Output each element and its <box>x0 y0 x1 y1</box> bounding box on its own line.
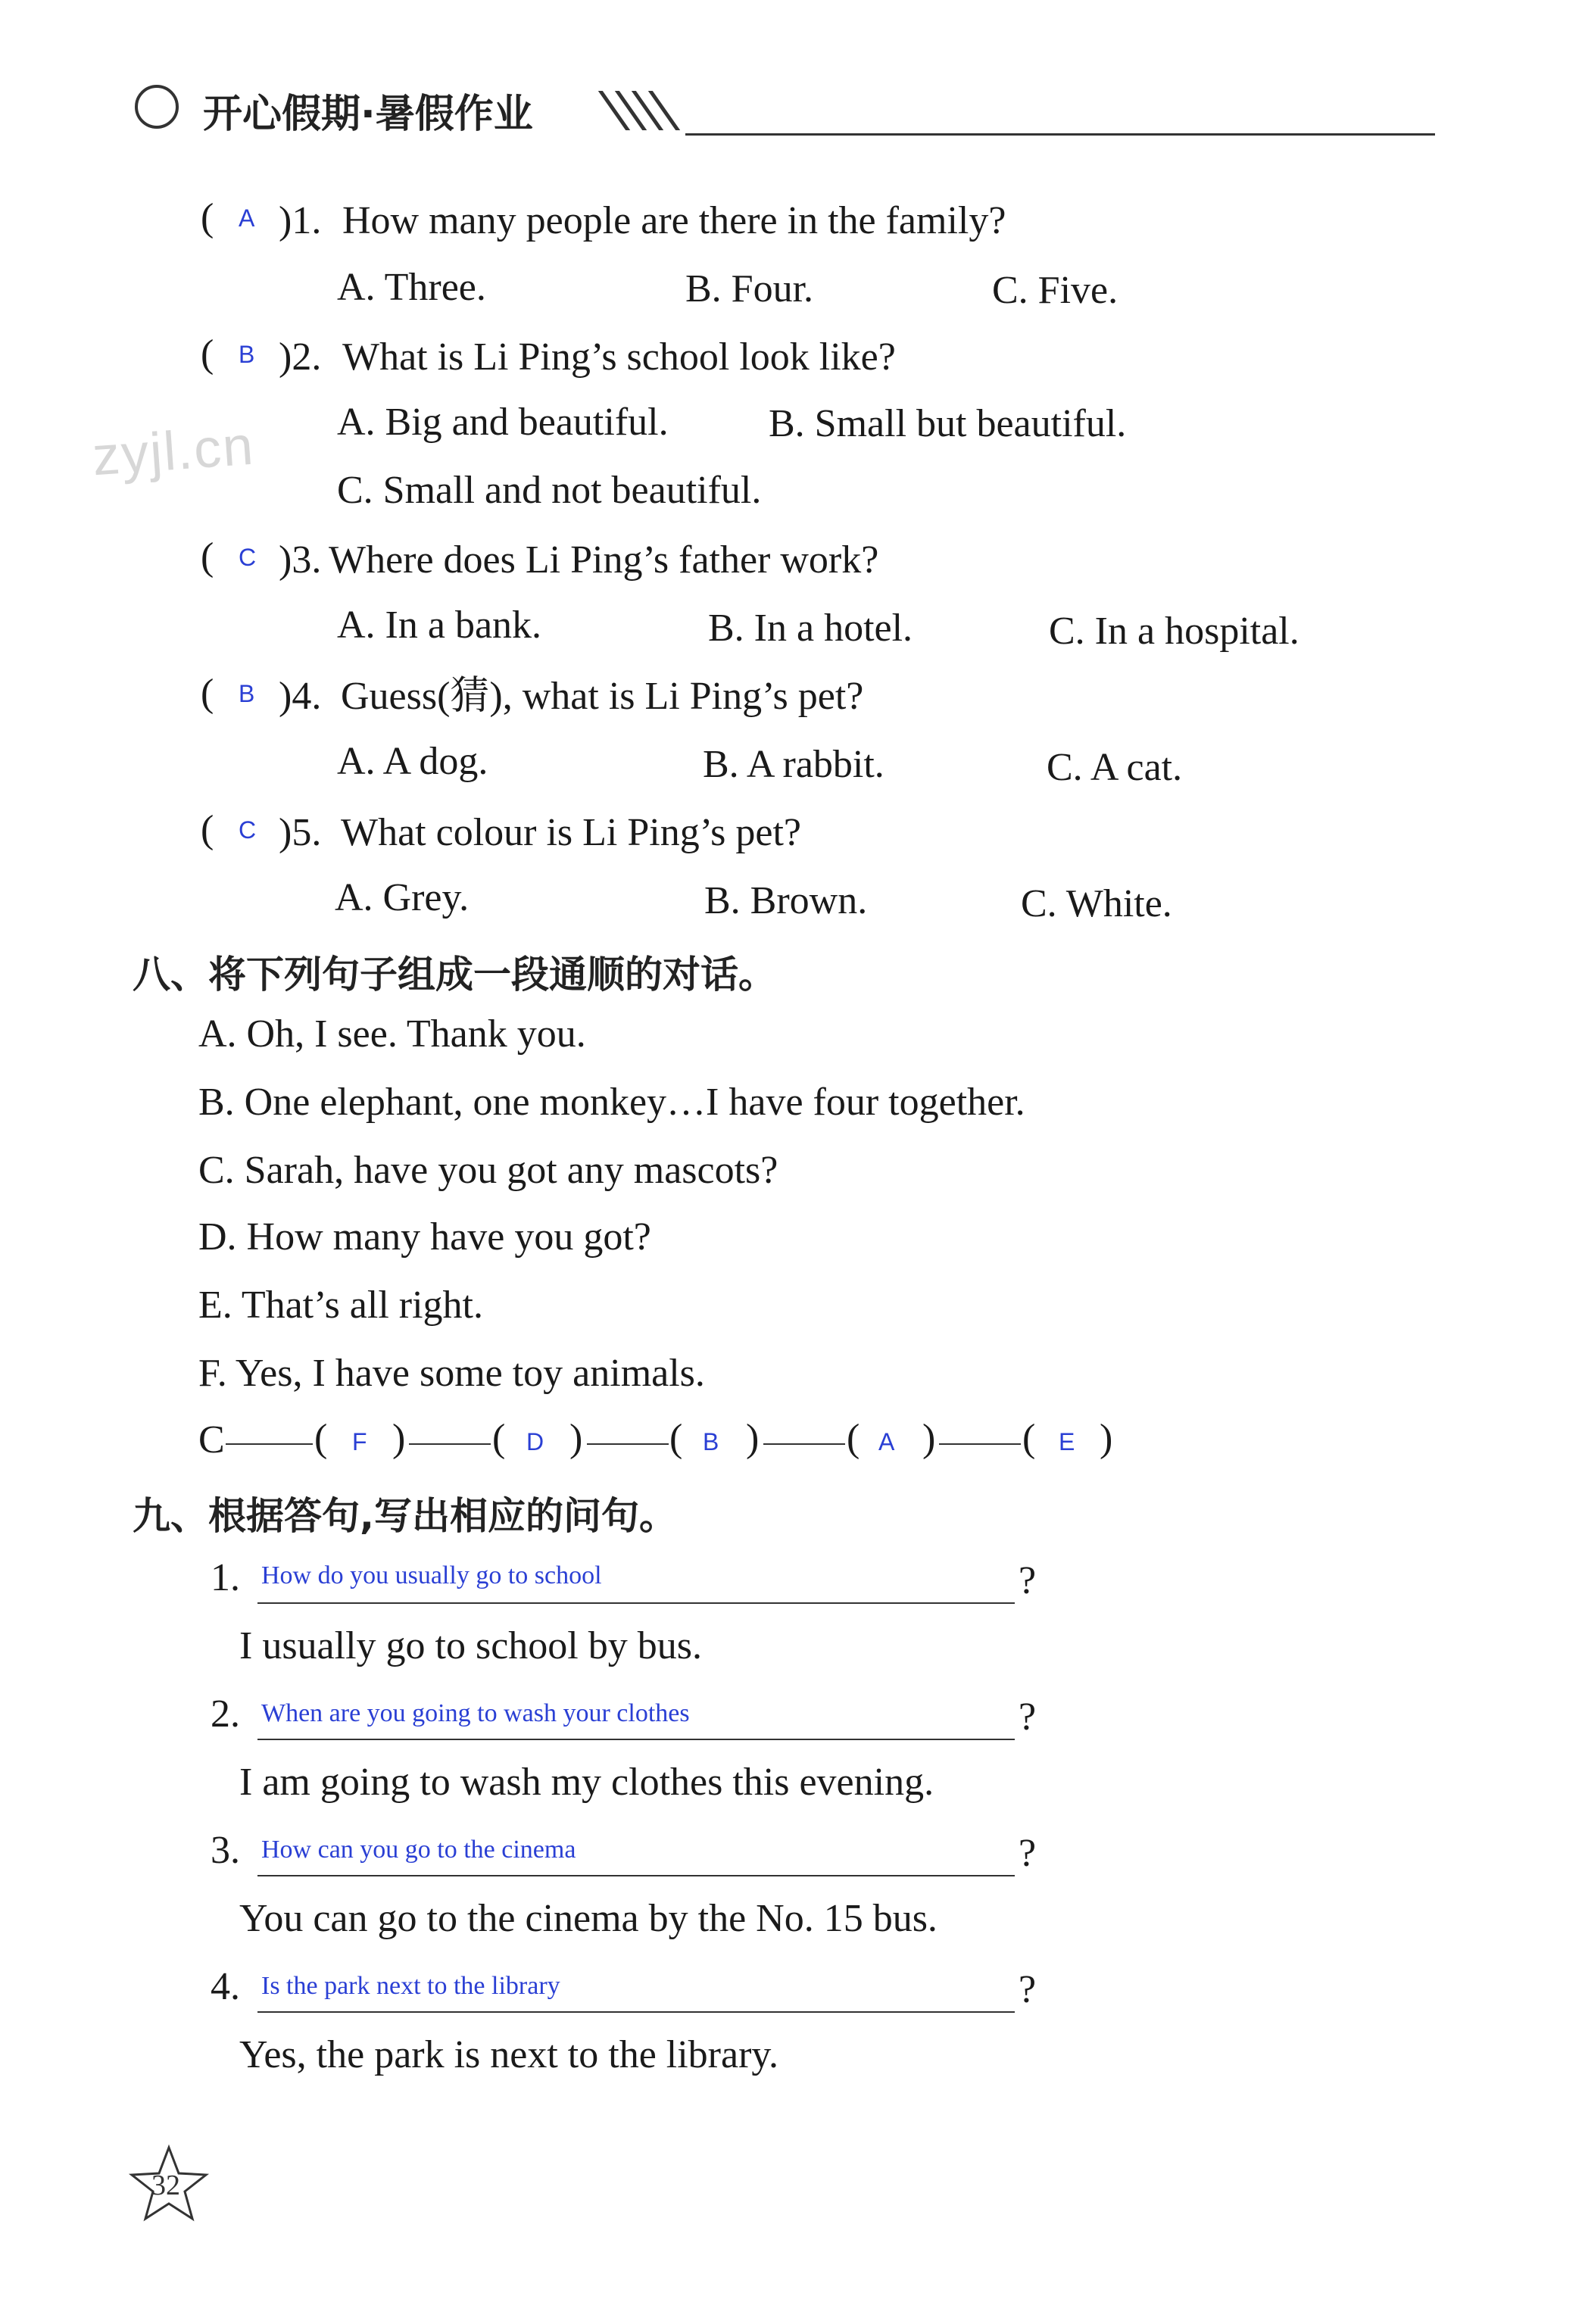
dialogue-sentence: E. That’s all right. <box>198 1284 483 1327</box>
question-text: Guess(猜), what is Li Ping’s pet? <box>341 675 864 718</box>
order-dash <box>939 1443 1021 1445</box>
order-answer: D <box>526 1428 544 1455</box>
option-b: B. In a hotel. <box>708 607 913 650</box>
dialogue-sentence: F. Yes, I have some toy animals. <box>198 1352 705 1395</box>
answer-paren-open: ( <box>201 672 214 715</box>
answer-paren-close: ) <box>746 1417 760 1460</box>
question-text: What is Li Ping’s school look like? <box>342 335 896 379</box>
answer-mark: B <box>239 341 255 368</box>
reply-sentence: Yes, the park is next to the library. <box>239 2033 779 2076</box>
question-number: )1. <box>279 199 322 242</box>
item-number: 2. <box>211 1692 240 1736</box>
answer-paren-close: ) <box>922 1417 936 1460</box>
option-c: C. White. <box>1021 882 1172 925</box>
dialogue-sentence: A. Oh, I see. Thank you. <box>198 1012 586 1056</box>
option-b: B. Small but beautiful. <box>769 402 1127 445</box>
reply-sentence: I usually go to school by bus. <box>239 1624 702 1667</box>
option-a: A. Grey. <box>335 876 470 919</box>
dialogue-sentence: D. How many have you got? <box>198 1215 651 1259</box>
option-b: B. Brown. <box>704 879 868 922</box>
answer-paren-open: ( <box>201 196 214 239</box>
order-answer: A <box>878 1428 895 1455</box>
dialogue-sentence: B. One elephant, one monkey…I have four together. <box>198 1081 1025 1124</box>
option-b: B. Four. <box>685 267 814 310</box>
order-answer: F <box>352 1428 367 1455</box>
item-number: 4. <box>211 1965 240 2008</box>
question-mark: ? <box>1019 1968 1037 2011</box>
question-number: )2. <box>279 335 322 379</box>
written-question: Is the park next to the library <box>261 1972 560 2000</box>
answer-line <box>257 1602 1015 1604</box>
order-answer: E <box>1059 1428 1075 1455</box>
header-title: 开心假期·暑假作业 <box>203 92 533 137</box>
answer-mark: A <box>239 204 255 232</box>
answer-line <box>257 1739 1015 1740</box>
answer-mark: C <box>239 816 257 844</box>
header-slash-icon <box>632 91 663 130</box>
option-c: C. Small and not beautiful. <box>337 469 762 512</box>
watermark: zyjl.cn <box>90 415 257 488</box>
written-question: When are you going to wash your clothes <box>261 1699 690 1727</box>
option-a: A. Three. <box>337 266 486 309</box>
question-mark: ? <box>1019 1695 1037 1739</box>
answer-paren-open: ( <box>201 808 214 851</box>
dialogue-sentence: C. Sarah, have you got any mascots? <box>198 1149 778 1192</box>
item-number: 1. <box>211 1556 240 1599</box>
question-number: )3. <box>279 538 322 582</box>
order-dash <box>763 1443 845 1445</box>
option-a: A. In a bank. <box>337 604 542 647</box>
reply-sentence: I am going to wash my clothes this evening. <box>239 1761 934 1804</box>
answer-mark: C <box>239 544 257 571</box>
question-text: Where does Li Ping’s father work? <box>329 538 879 582</box>
answer-mark: B <box>239 680 255 707</box>
order-dash <box>587 1443 669 1445</box>
question-mark: ? <box>1019 1559 1037 1602</box>
answer-paren-open: ( <box>847 1417 860 1460</box>
page-number: 32 <box>151 2170 180 2201</box>
option-c: C. Five. <box>992 269 1118 312</box>
answer-paren-open: ( <box>669 1417 683 1460</box>
order-dash <box>226 1443 313 1445</box>
answer-paren-open: ( <box>492 1417 506 1460</box>
order-answer: B <box>703 1428 719 1455</box>
answer-paren-open: ( <box>1022 1417 1036 1460</box>
answer-paren-open: ( <box>201 332 214 376</box>
reply-sentence: You can go to the cinema by the No. 15 bus. <box>239 1897 938 1940</box>
header-slash-icon <box>615 91 647 130</box>
answer-line <box>257 1875 1015 1876</box>
written-question: How do you usually go to school <box>261 1561 602 1589</box>
answer-paren-close: ) <box>1100 1417 1113 1460</box>
answer-paren-open: ( <box>314 1417 328 1460</box>
option-c: C. A cat. <box>1047 746 1183 789</box>
order-dash <box>409 1443 491 1445</box>
option-b: B. A rabbit. <box>703 743 884 786</box>
header-circle-icon <box>135 85 179 129</box>
answer-paren-close: ) <box>392 1417 406 1460</box>
order-start: C <box>198 1418 225 1461</box>
header-rule <box>685 133 1435 136</box>
section-9-title: 九、根据答句,写出相应的问句。 <box>133 1494 677 1538</box>
section-8-title: 八、将下列句子组成一段通顺的对话。 <box>133 953 776 997</box>
option-c: C. In a hospital. <box>1049 610 1299 653</box>
question-number: )5. <box>279 811 322 854</box>
option-a: A. A dog. <box>337 740 488 783</box>
item-number: 3. <box>211 1829 240 1872</box>
answer-line <box>257 2011 1015 2013</box>
answer-paren-open: ( <box>201 535 214 579</box>
question-number: )4. <box>279 675 322 718</box>
written-question: How can you go to the cinema <box>261 1836 576 1864</box>
page-number-star <box>127 2143 211 2226</box>
answer-paren-close: ) <box>569 1417 583 1460</box>
header-slash-icon <box>598 91 630 130</box>
option-a: A. Big and beautiful. <box>337 401 669 444</box>
question-text: What colour is Li Ping’s pet? <box>341 811 802 854</box>
question-text: How many people are there in the family? <box>342 199 1006 242</box>
header-slash-icon <box>648 91 680 130</box>
question-mark: ? <box>1019 1832 1037 1875</box>
